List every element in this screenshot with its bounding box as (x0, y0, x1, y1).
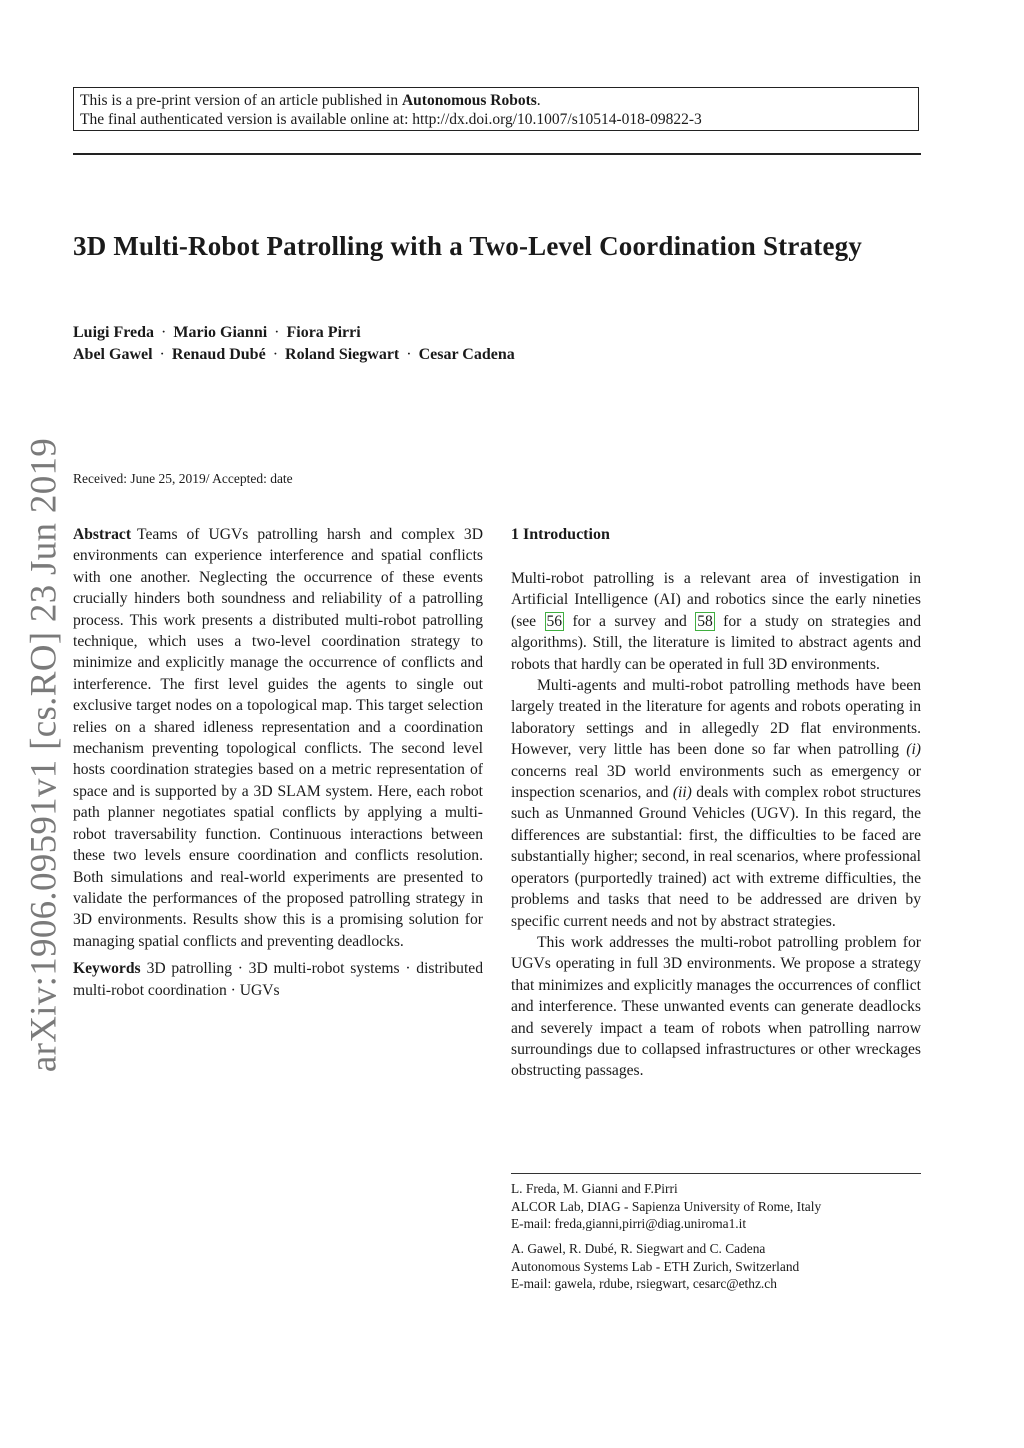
text-run: deals with complex robot structures such as Unmanned Ground Vehicles (UGV). In this regard, the differences are substantial: first, the difficulties to be faced are substantially higher; second, in real scenarios, where professional operators (purportedly trained) act with extreme difficulties, the problems and tasks that need to be addressed are driven by specific current needs and not by abstract strategies. (511, 784, 921, 930)
affiliation-block (511, 1240, 799, 1293)
author: Cesar Cadena (418, 346, 515, 363)
affiliation-names: A. Gawel, R. Dubé, R. Siegwart and C. Cadena (511, 1241, 766, 1256)
intro-paragraph-2 (511, 675, 921, 932)
affiliation-names: L. Freda, M. Gianni and F.Pirri (511, 1181, 678, 1196)
text-run: Multi-agents and multi-robot patrolling methods have been largely treated in the literature for agents and robots operating in laboratory settings and in allegedly 2D flat environments. However, very little has been done so far when patrolling (511, 677, 921, 759)
text-run: for a study on strategies and algorithms). Still, the literature is limited to abstract agents and robots that hardly can be operated in full 3D environments. (511, 612, 921, 673)
author-separator: · (274, 324, 280, 341)
author-separator: · (161, 324, 167, 341)
abstract (73, 524, 483, 952)
citation-link[interactable]: 56 (546, 612, 563, 630)
arxiv-stamp (14, 437, 74, 1073)
text-run: concerns real 3D world environments such as emergency or inspection scenarios, and (511, 762, 921, 802)
journal-name: Autonomous Robots (401, 92, 537, 109)
affiliation-org: Autonomous Systems Lab - ETH Zurich, Switzerland (511, 1258, 800, 1274)
arxiv-id: arXiv:1906.09591v1 [cs.RO] 23 Jun 2019 (23, 437, 65, 1073)
intro-paragraph-1 (511, 568, 921, 675)
received-date: Received: June 25, 2019/ Accepted: date (73, 471, 293, 486)
author-list (73, 322, 903, 366)
section-heading: 1 Introduction (511, 526, 610, 543)
affiliation-email: E-mail: freda,gianni,pirri@diag.uniroma1.it (511, 1216, 747, 1231)
keywords (73, 958, 483, 1001)
paper-title: 3D Multi-Robot Patrolling with a Two-Level Coordination Strategy (73, 231, 863, 261)
notice-line-2[interactable]: The final authenticated version is available online at: http://dx.doi.org/10.1007/s10514-018-09822-3 (80, 111, 702, 128)
author: Renaud Dubé (171, 346, 266, 363)
author: Roland Siegwart (285, 346, 400, 363)
header-rule (73, 153, 921, 155)
author-row-1 (73, 322, 903, 344)
author: Fiora Pirri (286, 324, 361, 341)
author: Luigi Freda (73, 324, 155, 341)
right-column (511, 524, 921, 1082)
notice-prefix: This is a pre-print version of an article published in (80, 92, 399, 109)
notice-suffix: . (536, 92, 541, 109)
author-separator: · (406, 346, 412, 363)
enum-marker: (ii) (672, 784, 692, 802)
left-column (73, 524, 483, 1001)
citation-link[interactable]: 58 (697, 612, 713, 630)
author: Abel Gawel (73, 346, 153, 363)
keywords-text: 3D patrolling · 3D multi-robot systems · distributed multi-robot coordination · UGVs (73, 960, 483, 999)
intro-paragraph-3: This work addresses the multi-robot patrolling problem for UGVs operating in full 3D environments. We propose a strategy that minimizes and explicitly manages the occurrences of conflict and interference. These unwanted events can generate deadlocks and severely impact a team of robots when patrolling narrow surroundings due to collapsed infrastructures or other wreckages obstructing passages. (511, 933, 921, 1080)
text-run: Multi-robot patrolling is a relevant area of investigation in Artificial Intelligence (AI) and robotics since the early nineties (see (511, 570, 921, 630)
enum-marker: (i) (906, 741, 921, 759)
author-separator: · (272, 346, 279, 363)
footnote-rule (511, 1173, 921, 1174)
notice-line-1 (80, 91, 912, 110)
affiliation-email: E-mail: gawela, rdube, rsiegwart, cesarc@ethz.ch (511, 1276, 777, 1291)
author-separator: · (159, 346, 165, 363)
abstract-text: Teams of UGVs patrolling harsh and complex 3D environments can experience interference and spatial conflicts with one another. Neglecting the occurrence of these events crucially hinders both soundness and reliability of a patrolling process. This work presents a distributed multi-robot patrolling technique, which uses a two-level coordination strategy to minimize and explicitly manage the occurrence of conflicts and interference. The first level guides the agents to single out exclusive target nodes on a topological map. This target selection relies on a shared idleness representation and a coordination mechanism preventing topological conflicts. The second level hosts coordination strategies based on a metric representation of space and is supported by a 3D SLAM system. Here, each robot path planner negotiates spatial conflicts by applying a multi-robot traversability function. Continuous interactions between these two levels ensure coordination and conflicts resolution. Both simulations and real-world experiments are presented to validate the performances of the proposed patrolling strategy in 3D environments. Results show this is a promising solution for managing spatial conflicts and preventing deadlocks. (73, 526, 483, 950)
affiliation-block (511, 1180, 821, 1233)
keywords-label: Keywords (73, 960, 141, 978)
author: Mario Gianni (173, 324, 268, 341)
author-row-2 (73, 344, 903, 366)
affiliation-org: ALCOR Lab, DIAG - Sapienza University of Rome, Italy (511, 1198, 822, 1214)
preprint-notice (73, 87, 919, 131)
text-run: for a survey and (564, 612, 696, 630)
abstract-label: Abstract (73, 526, 132, 543)
